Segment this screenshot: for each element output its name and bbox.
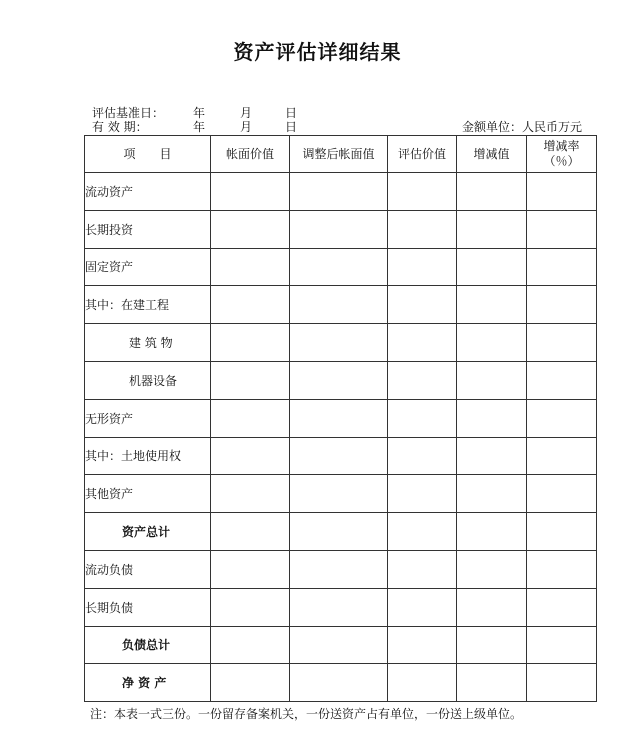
validity-line <box>92 120 312 134</box>
validity-day: 日 <box>285 120 298 134</box>
header-change-amount: 增减值 <box>457 136 527 173</box>
table-row <box>85 248 597 286</box>
base-date-year: 年 <box>193 106 206 120</box>
row-label: 流动负债 <box>85 550 211 588</box>
header-item: 项 目 <box>85 136 211 173</box>
table-row <box>85 513 597 551</box>
table-row <box>85 399 597 437</box>
amount-unit: 金额单位：人民币万元 <box>462 120 583 134</box>
header-book-value: 帐面价值 <box>211 136 290 173</box>
row-label: 流动资产 <box>85 173 211 211</box>
row-label: 其他资产 <box>85 475 211 513</box>
row-label: 其中：土地使用权 <box>85 437 211 475</box>
table-row <box>85 588 597 626</box>
valuation-table <box>84 135 597 702</box>
row-label: 净 资 产 <box>85 664 211 702</box>
base-date-month: 月 <box>240 106 253 120</box>
page-title: 资产评估详细结果 <box>233 40 402 64</box>
header-adjusted-book-value: 调整后帐面值 <box>290 136 388 173</box>
table-header-row <box>85 136 597 173</box>
validity-label: 有 效 期： <box>92 120 148 134</box>
validity-year: 年 <box>193 120 206 134</box>
row-label: 长期投资 <box>85 210 211 248</box>
header-change-rate-unit: （％） <box>543 154 580 168</box>
row-label: 长期负债 <box>85 588 211 626</box>
table-row <box>85 550 597 588</box>
table-row <box>85 210 597 248</box>
row-label: 资产总计 <box>85 513 211 551</box>
row-label: 建 筑 物 <box>85 324 211 362</box>
validity-month: 月 <box>240 120 253 134</box>
row-label: 机器设备 <box>85 361 211 399</box>
table-row <box>85 286 597 324</box>
table-row <box>85 437 597 475</box>
base-date-day: 日 <box>285 106 298 120</box>
base-date-line <box>92 106 312 120</box>
table-row <box>85 173 597 211</box>
row-label: 固定资产 <box>85 248 211 286</box>
row-label: 其中：在建工程 <box>85 286 211 324</box>
header-change-rate <box>527 136 597 173</box>
table-row <box>85 361 597 399</box>
footnote: 注：本表一式三份。一份留存备案机关，一份送资产占有单位，一份送上级单位。 <box>90 707 523 721</box>
row-label: 无形资产 <box>85 399 211 437</box>
base-date-label: 评估基准日： <box>92 106 165 120</box>
table-row <box>85 664 597 702</box>
table-row <box>85 324 597 362</box>
header-appraised-value: 评估价值 <box>388 136 457 173</box>
row-label: 负债总计 <box>85 626 211 664</box>
table-row <box>85 626 597 664</box>
table-row <box>85 475 597 513</box>
header-change-rate-label: 增减率 <box>543 139 580 153</box>
